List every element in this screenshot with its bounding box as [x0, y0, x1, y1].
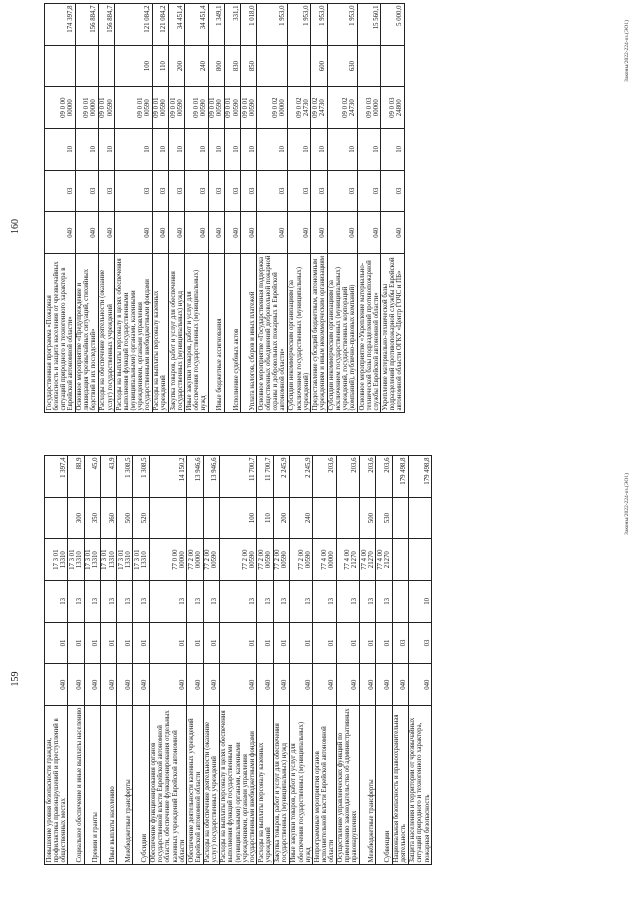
cell-ministry-code: 040 — [117, 664, 133, 706]
cell-item-name: Расходы на выплаты персоналу в целях обеспечения выполнения функций государственными (муниципальными) органами, казенными учреждениями, органами управления государственными внебюджетными фондами — [115, 254, 153, 413]
cell-subsection-code: 13 — [360, 581, 376, 623]
table-row — [241, 4, 257, 413]
cell-item-name: Субсидии некоммерческим организациям (за исключением государственных (муниципальных) учреждений, государственных корпораций (компаний), публично-правовых компаний) — [327, 254, 358, 413]
cell-subsection-code: 13 — [149, 581, 187, 623]
cell-expense-type — [358, 45, 381, 87]
cell-expense-type: 600 — [311, 45, 327, 87]
cell-item-name: Расходы на выплаты персоналу казенных учреждений — [152, 254, 168, 413]
cell-target-article: 09 0 02 24730 — [287, 87, 310, 129]
table-row — [117, 456, 133, 865]
cell-ministry-code: 040 — [257, 212, 288, 254]
table-row — [75, 4, 98, 413]
cell-subsection-code: 10 — [98, 129, 114, 171]
cell-item-name: Государственная программа «Пожарная безопасность и защита населения от чрезвычайных ситуаций природного и техногенного характера в Еврейской автономной области» — [45, 254, 76, 413]
cell-section-code: 01 — [68, 622, 84, 664]
cell-target-article: 77 2 00 00590 — [273, 539, 289, 581]
cell-amount: 13 946,6 — [203, 456, 219, 498]
cell-subsection-code: 10 — [45, 129, 76, 171]
cell-subsection-code: 10 — [75, 129, 98, 171]
cell-section-code: 03 — [152, 170, 168, 212]
cell-subsection-code: 13 — [45, 581, 68, 623]
cell-ministry-code: 040 — [169, 212, 185, 254]
cell-expense-type: 100 — [219, 497, 257, 539]
cell-section-code: 01 — [360, 622, 376, 664]
cell-subsection-code: 10 — [327, 129, 358, 171]
table-row — [392, 456, 408, 865]
cell-section-code: 01 — [313, 622, 336, 664]
cell-ministry-code: 040 — [408, 664, 431, 706]
table-row — [203, 456, 219, 865]
cell-target-article: 77 4 00 21270 — [336, 539, 359, 581]
cell-ministry-code: 040 — [115, 212, 153, 254]
cell-amount: 1 018,0 — [241, 4, 257, 46]
cell-target-article: 77 2 00 00000 — [187, 539, 203, 581]
cell-item-name: Обеспечение функционирования органов государственной власти Еврейской автономной области, обеспечение функционирования отдельных казенных учреждений Еврейской автономной области — [149, 706, 187, 865]
cell-expense-type: 830 — [224, 45, 240, 87]
cell-section-code: 03 — [98, 170, 114, 212]
cell-item-name: Социальное обеспечение и иные выплаты населению — [68, 706, 84, 865]
cell-expense-type — [381, 45, 404, 87]
cell-subsection-code: 13 — [376, 581, 392, 623]
cell-section-code: 03 — [224, 170, 240, 212]
table-row — [169, 4, 185, 413]
table-row — [311, 4, 327, 413]
budget-table — [44, 3, 405, 413]
cell-target-article: 09 0 01 00000 — [75, 87, 98, 129]
cell-target-article — [408, 539, 431, 581]
cell-amount: 11 700,7 — [219, 456, 257, 498]
table-row — [289, 456, 312, 865]
cell-amount: 1 349,1 — [208, 4, 224, 46]
cell-item-name: Уплата налогов, сборов и иных платежей — [241, 254, 257, 413]
cell-ministry-code: 040 — [376, 664, 392, 706]
table-row — [45, 4, 76, 413]
cell-target-article: 09 0 02 00000 — [257, 87, 288, 129]
cell-section-code: 03 — [169, 170, 185, 212]
cell-amount: 121 084,2 — [115, 4, 153, 46]
table-row — [133, 456, 149, 865]
cell-expense-type: 630 — [327, 45, 358, 87]
cell-subsection-code: 13 — [257, 581, 273, 623]
cell-target-article: 09 0 01 00590 — [98, 87, 114, 129]
table-row — [149, 456, 187, 865]
cell-subsection-code: 13 — [68, 581, 84, 623]
cell-target-article: 09 0 03 00000 — [358, 87, 381, 129]
cell-expense-type — [257, 45, 288, 87]
cell-ministry-code: 040 — [133, 664, 149, 706]
cell-target-article: 77 4 00 21270 — [360, 539, 376, 581]
cell-section-code: 03 — [327, 170, 358, 212]
cell-amount: 11 700,7 — [257, 456, 273, 498]
cell-item-name: Иные закупки товаров, работ и услуг для обеспечения государственных (муниципальных) нужд — [289, 706, 312, 865]
cell-subsection-code: 10 — [208, 129, 224, 171]
cell-expense-type: 200 — [169, 45, 185, 87]
cell-ministry-code: 040 — [360, 664, 376, 706]
cell-subsection-code: 10 — [311, 129, 327, 171]
cell-expense-type — [75, 45, 98, 87]
cell-target-article: 09 0 02 24730 — [327, 87, 358, 129]
cell-section-code: 03 — [45, 170, 76, 212]
table-row — [219, 456, 257, 865]
cell-item-name: Закупка товаров, работ и услуг для обеспечения государственных (муниципальных) нужд — [273, 706, 289, 865]
table-row — [152, 4, 168, 413]
cell-amount: 1 308,5 — [117, 456, 133, 498]
cell-ministry-code: 040 — [392, 664, 408, 706]
table-row — [224, 4, 240, 413]
cell-section-code: 01 — [84, 622, 100, 664]
cell-amount: 2 245,9 — [273, 456, 289, 498]
cell-item-name: Иные выплаты населению — [100, 706, 116, 865]
cell-ministry-code: 040 — [224, 212, 240, 254]
cell-item-name: Укрепление материально-технической базы подразделений противопожарной службы Еврейской автономной области ОГКУ «Центр ГОЧС и ПБ» — [381, 254, 404, 413]
cell-ministry-code: 040 — [45, 664, 68, 706]
cell-ministry-code: 040 — [327, 212, 358, 254]
table-row — [313, 456, 336, 865]
cell-section-code: 03 — [358, 170, 381, 212]
cell-subsection-code: 13 — [219, 581, 257, 623]
cell-amount: 2 245,9 — [289, 456, 312, 498]
cell-item-name: Основное мероприятие «Предупреждение и ликвидация чрезвычайных ситуаций, стихийных бедствий и их последствий» — [75, 254, 98, 413]
cell-section-code: 01 — [219, 622, 257, 664]
cell-item-name: Предоставление субсидий бюджетным, автономным учреждениям и иным некоммерческим организациям — [311, 254, 327, 413]
table-row — [45, 456, 68, 865]
cell-item-name: Иные бюджетные ассигнования — [208, 254, 224, 413]
cell-section-code: 01 — [289, 622, 312, 664]
cell-item-name: Расходы на обеспечение деятельности (оказание услуг) государственных учреждений — [98, 254, 114, 413]
cell-section-code: 03 — [408, 622, 431, 664]
cell-expense-type: 500 — [360, 497, 376, 539]
cell-ministry-code: 040 — [289, 664, 312, 706]
cell-item-name: Основное мероприятие «Укрепление материально-технической базы подразделений противопожарной службы Еврейской автономной области» — [358, 254, 381, 413]
cell-amount: 13 946,6 — [187, 456, 203, 498]
cell-section-code: 01 — [187, 622, 203, 664]
cell-item-name: Расходы на выплаты персоналу в целях обеспечения выполнения функций государственными (муниципальными) органами, казенными учреждениями, органами управления государственными внебюджетными фондами — [219, 706, 257, 865]
cell-subsection-code: 10 — [408, 581, 431, 623]
cell-target-article: 77 2 00 00590 — [257, 539, 273, 581]
cell-target-article: 09 0 01 00590 — [152, 87, 168, 129]
cell-subsection-code: 10 — [169, 129, 185, 171]
cell-item-name: Обеспечение деятельности казенных учреждений Еврейской автономной области — [187, 706, 203, 865]
cell-subsection-code: 13 — [313, 581, 336, 623]
cell-subsection-code: 10 — [287, 129, 310, 171]
cell-ministry-code: 040 — [257, 664, 273, 706]
cell-item-name: Осуществление управленческих функций по применению законодательства об административных правонарушениях — [336, 706, 359, 865]
cell-section-code: 01 — [45, 622, 68, 664]
cell-amount: 179 498,8 — [408, 456, 431, 498]
cell-target-article: 17 3 01 13310 — [100, 539, 116, 581]
cell-target-article: 77 4 00 00000 — [313, 539, 336, 581]
cell-target-article: 09 0 01 00590 — [241, 87, 257, 129]
cell-ministry-code: 040 — [273, 664, 289, 706]
cell-item-name: Расходы на обеспечение деятельности (оказание услуг) государственных учреждений — [203, 706, 219, 865]
cell-amount: 5 000,0 — [381, 4, 404, 46]
cell-amount: 1 397,4 — [45, 456, 68, 498]
cell-expense-type: 530 — [376, 497, 392, 539]
cell-target-article: 77 2 00 00590 — [289, 539, 312, 581]
cell-section-code: 01 — [149, 622, 187, 664]
cell-expense-type — [408, 497, 431, 539]
table-row — [327, 4, 358, 413]
cell-item-name: Расходы на выплаты персоналу казенных учреждений — [257, 706, 273, 865]
cell-expense-type: 300 — [68, 497, 84, 539]
cell-subsection-code: 13 — [100, 581, 116, 623]
cell-ministry-code: 040 — [84, 664, 100, 706]
cell-subsection-code: 10 — [257, 129, 288, 171]
cell-expense-type: 500 — [117, 497, 133, 539]
cell-section-code: 03 — [287, 170, 310, 212]
cell-amount: 45,0 — [84, 456, 100, 498]
cell-subsection-code: 13 — [273, 581, 289, 623]
table-row — [257, 456, 273, 865]
cell-amount: 1 953,0 — [287, 4, 310, 46]
cell-target-article: 17 3 01 13310 — [84, 539, 100, 581]
cell-amount: 43,9 — [100, 456, 116, 498]
cell-ministry-code: 040 — [185, 212, 208, 254]
table-row — [84, 456, 100, 865]
table-row — [185, 4, 208, 413]
cell-ministry-code: 040 — [208, 212, 224, 254]
cell-item-name: Субсидии некоммерческим организациям (за исключением государственных (муниципальных) учреждений) — [287, 254, 310, 413]
page-left — [0, 453, 639, 905]
cell-amount: 174 397,8 — [45, 4, 76, 46]
cell-section-code: 01 — [273, 622, 289, 664]
cell-expense-type — [98, 45, 114, 87]
cell-ministry-code: 040 — [45, 212, 76, 254]
cell-section-code: 01 — [117, 622, 133, 664]
cell-subsection-code: 10 — [224, 129, 240, 171]
cell-section-code: 03 — [381, 170, 404, 212]
table-row — [376, 456, 392, 865]
cell-expense-type: 240 — [289, 497, 312, 539]
cell-item-name: Субсидии — [133, 706, 149, 865]
cell-target-article: 17 3 01 13310 — [133, 539, 149, 581]
table-row — [187, 456, 203, 865]
cell-target-article: 09 0 01 00590 — [185, 87, 208, 129]
cell-target-article: 09 0 02 24730 — [311, 87, 327, 129]
table-row — [273, 456, 289, 865]
cell-expense-type — [313, 497, 336, 539]
table-row — [100, 456, 116, 865]
cell-expense-type — [45, 497, 68, 539]
table-row — [208, 4, 224, 413]
cell-amount: 121 084,2 — [152, 4, 168, 46]
cell-section-code: 03 — [75, 170, 98, 212]
cell-subsection-code: 13 — [133, 581, 149, 623]
cell-section-code: 03 — [311, 170, 327, 212]
cell-subsection-code: 10 — [381, 129, 404, 171]
cell-subsection-code: 13 — [289, 581, 312, 623]
cell-expense-type — [203, 497, 219, 539]
cell-target-article: 17 3 01 13310 — [45, 539, 68, 581]
cell-expense-type — [149, 497, 187, 539]
cell-subsection-code — [392, 581, 408, 623]
table-row — [381, 4, 404, 413]
cell-subsection-code: 13 — [84, 581, 100, 623]
cell-section-code: 03 — [241, 170, 257, 212]
cell-subsection-code: 10 — [115, 129, 153, 171]
cell-ministry-code: 040 — [336, 664, 359, 706]
cell-section-code: 01 — [133, 622, 149, 664]
cell-target-article: 17 3 01 13310 — [117, 539, 133, 581]
cell-amount: 1 308,5 — [133, 456, 149, 498]
cell-amount: 203,6 — [360, 456, 376, 498]
cell-ministry-code: 040 — [187, 664, 203, 706]
cell-subsection-code: 10 — [152, 129, 168, 171]
cell-section-code: 01 — [336, 622, 359, 664]
cell-amount: 15 560,1 — [358, 4, 381, 46]
cell-amount: 331,1 — [224, 4, 240, 46]
cell-amount: 179 498,8 — [392, 456, 408, 498]
cell-amount: 156 884,7 — [98, 4, 114, 46]
cell-target-article: 09 0 01 00590 — [169, 87, 185, 129]
cell-item-name: Премии и гранты — [84, 706, 100, 865]
cell-target-article: 77 2 00 00590 — [219, 539, 257, 581]
cell-expense-type — [187, 497, 203, 539]
cell-expense-type: 360 — [100, 497, 116, 539]
table-row — [360, 456, 376, 865]
cell-item-name: Непрограммные мероприятия органов исполнительной власти Еврейской автономной области — [313, 706, 336, 865]
cell-target-article: 09 0 01 00590 — [224, 87, 240, 129]
cell-expense-type: 240 — [185, 45, 208, 87]
cell-subsection-code: 13 — [187, 581, 203, 623]
cell-section-code: 01 — [203, 622, 219, 664]
cell-item-name: Основное мероприятие «Государственная поддержка общественных объединений добровольной пожарной охраны и добровольных пожарных в Еврейской автономной области» — [257, 254, 288, 413]
cell-ministry-code: 040 — [149, 664, 187, 706]
cell-item-name: Повышение уровня безопасности граждан, профилактика правонарушений и преступлений в общественных местах — [45, 706, 68, 865]
cell-subsection-code: 10 — [185, 129, 208, 171]
page-footer: Законы/2022-224-оз.(ЭО1) — [624, 20, 630, 82]
cell-ministry-code: 040 — [152, 212, 168, 254]
cell-target-article — [392, 539, 408, 581]
cell-ministry-code: 040 — [381, 212, 404, 254]
cell-item-name: Защита населения и территории от чрезвычайных ситуаций природного и техногенного характера, пожарная безопасность — [408, 706, 431, 865]
cell-target-article: 09 0 00 00000 — [45, 87, 76, 129]
page-footer: Законы/2022-224-оз.(ЭО1) — [624, 473, 630, 535]
cell-subsection-code: 10 — [241, 129, 257, 171]
table-row — [257, 4, 288, 413]
cell-subsection-code: 13 — [336, 581, 359, 623]
cell-expense-type — [392, 497, 408, 539]
cell-amount: 34 451,4 — [169, 4, 185, 46]
cell-expense-type: 800 — [208, 45, 224, 87]
cell-expense-type: 100 — [115, 45, 153, 87]
cell-item-name: Национальная безопасность и правоохранительная деятельность — [392, 706, 408, 865]
table-row — [336, 456, 359, 865]
table-row — [98, 4, 114, 413]
cell-expense-type: 520 — [133, 497, 149, 539]
cell-expense-type: 110 — [152, 45, 168, 87]
table-row — [68, 456, 84, 865]
cell-ministry-code: 040 — [219, 664, 257, 706]
cell-amount: 34 451,4 — [185, 4, 208, 46]
cell-ministry-code: 040 — [100, 664, 116, 706]
cell-section-code: 03 — [257, 170, 288, 212]
cell-amount: 88,9 — [68, 456, 84, 498]
cell-section-code: 01 — [100, 622, 116, 664]
cell-ministry-code: 040 — [75, 212, 98, 254]
budget-table — [44, 455, 432, 865]
cell-section-code: 01 — [257, 622, 273, 664]
cell-subsection-code: 13 — [203, 581, 219, 623]
cell-ministry-code: 040 — [311, 212, 327, 254]
cell-target-article: 09 0 01 00590 — [115, 87, 153, 129]
cell-amount: 1 953,0 — [311, 4, 327, 46]
cell-expense-type: 200 — [273, 497, 289, 539]
cell-item-name: Межбюджетные трансферты — [360, 706, 376, 865]
cell-ministry-code: 040 — [98, 212, 114, 254]
cell-item-name: Субвенции — [376, 706, 392, 865]
cell-amount: 14 150,2 — [149, 456, 187, 498]
cell-ministry-code: 040 — [313, 664, 336, 706]
cell-expense-type — [45, 45, 76, 87]
cell-target-article: 77 4 00 21270 — [376, 539, 392, 581]
table-row — [408, 456, 431, 865]
page-number: 160 — [10, 219, 21, 234]
cell-target-article: 17 3 01 13310 — [68, 539, 84, 581]
cell-section-code: 03 — [208, 170, 224, 212]
cell-ministry-code: 040 — [68, 664, 84, 706]
cell-ministry-code: 040 — [358, 212, 381, 254]
cell-ministry-code: 040 — [241, 212, 257, 254]
cell-expense-type — [287, 45, 310, 87]
cell-amount: 156 884,7 — [75, 4, 98, 46]
cell-ministry-code: 040 — [287, 212, 310, 254]
table-row — [358, 4, 381, 413]
cell-amount: 203,6 — [336, 456, 359, 498]
cell-item-name: Исполнение судебных актов — [224, 254, 240, 413]
cell-amount: 1 953,0 — [257, 4, 288, 46]
cell-expense-type: 850 — [241, 45, 257, 87]
cell-item-name: Межбюджетные трансферты — [117, 706, 133, 865]
cell-amount: 203,6 — [376, 456, 392, 498]
cell-ministry-code: 040 — [203, 664, 219, 706]
cell-section-code: 01 — [376, 622, 392, 664]
cell-expense-type: 350 — [84, 497, 100, 539]
cell-subsection-code: 10 — [358, 129, 381, 171]
cell-section-code: 03 — [115, 170, 153, 212]
cell-item-name: Закупка товаров, работ и услуг для обеспечения государственных (муниципальных) нужд — [169, 254, 185, 413]
cell-amount: 203,6 — [313, 456, 336, 498]
table-row — [287, 4, 310, 413]
cell-item-name: Иные закупки товаров, работ и услуг для обеспечения государственных (муниципальных) нужд — [185, 254, 208, 413]
cell-expense-type — [336, 497, 359, 539]
cell-target-article: 09 0 03 24800 — [381, 87, 404, 129]
cell-section-code: 03 — [392, 622, 408, 664]
table-row — [115, 4, 153, 413]
cell-target-article: 77 2 00 00590 — [203, 539, 219, 581]
cell-subsection-code: 13 — [117, 581, 133, 623]
cell-amount: 1 953,0 — [327, 4, 358, 46]
page-number: 159 — [10, 671, 21, 687]
cell-target-article: 09 0 01 00590 — [208, 87, 224, 129]
cell-section-code: 03 — [185, 170, 208, 212]
cell-target-article: 77 0 00 00000 — [149, 539, 187, 581]
cell-expense-type: 110 — [257, 497, 273, 539]
